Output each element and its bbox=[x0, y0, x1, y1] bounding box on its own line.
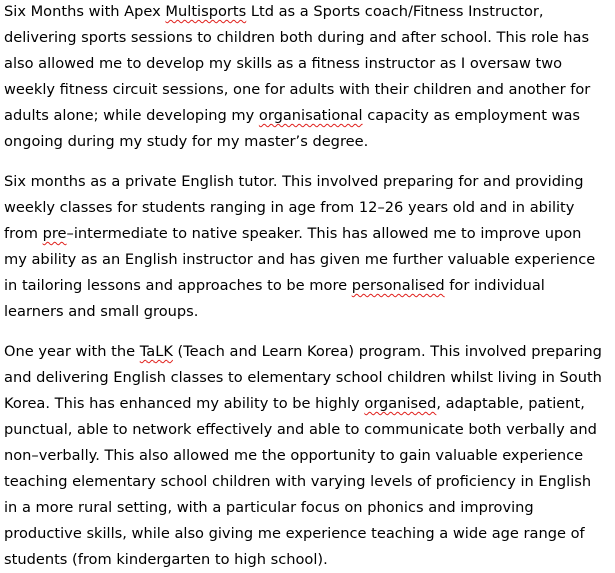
text-run: –intermediate to native speaker. This has allowed me to improve upon my ability as an English instructor and has given me further valuable experience in tailoring lessons and approaches to be more bbox=[4, 225, 596, 294]
spelling-flagged-word[interactable]: personalised bbox=[351, 277, 445, 294]
text-run: , adaptable, patient, punctual, able to network effectively and able to communicate both verbally and non–verbally. This also allowed me the opportunity to gain valuable experience teaching elementary school children with varying levels of proficiency in English in a more rural setting, with a particular focus on phonics and improving productive skills, while also giving me experience teaching a wide age range of students (from kindergarten to high school). bbox=[4, 395, 597, 568]
spelling-flagged-word[interactable]: Multisports bbox=[165, 3, 247, 20]
text-run: Ltd as a Sports coach/Fitness Instructor, delivering sports sessions to children both during and after school. This role has also allowed me to develop my skills as a fitness instructor as I oversaw two weekly fitness circuit sessions, one for adults with their children and another for adults alone; while developing my bbox=[4, 3, 591, 124]
spelling-flagged-word[interactable]: pre bbox=[42, 225, 67, 242]
paragraph-talk-program bbox=[4, 339, 605, 573]
text-run: capacity as employment was ongoing during my study for my master’s degree. bbox=[4, 107, 581, 150]
spelling-flagged-word[interactable]: TaLK bbox=[139, 343, 173, 360]
paragraph-apex-multisports bbox=[4, 0, 605, 155]
text-run: Six months as a private English tutor. This involved preparing for and providing weekly classes for students ranging in age from 12–26 years old and in ability from bbox=[4, 173, 584, 242]
text-run: (Teach and Learn Korea) program. This involved preparing and delivering English classes to elementary school children whilst living in South Korea. This has enhanced my ability to be highly bbox=[4, 343, 602, 412]
paragraph-english-tutor bbox=[4, 169, 605, 325]
spelling-flagged-word[interactable]: organised bbox=[364, 395, 437, 412]
text-run: One year with the bbox=[4, 343, 140, 360]
text-run: for individual learners and small groups. bbox=[4, 277, 545, 320]
text-run: Six Months with Apex bbox=[4, 3, 166, 20]
spelling-flagged-word[interactable]: organisational bbox=[258, 107, 363, 124]
